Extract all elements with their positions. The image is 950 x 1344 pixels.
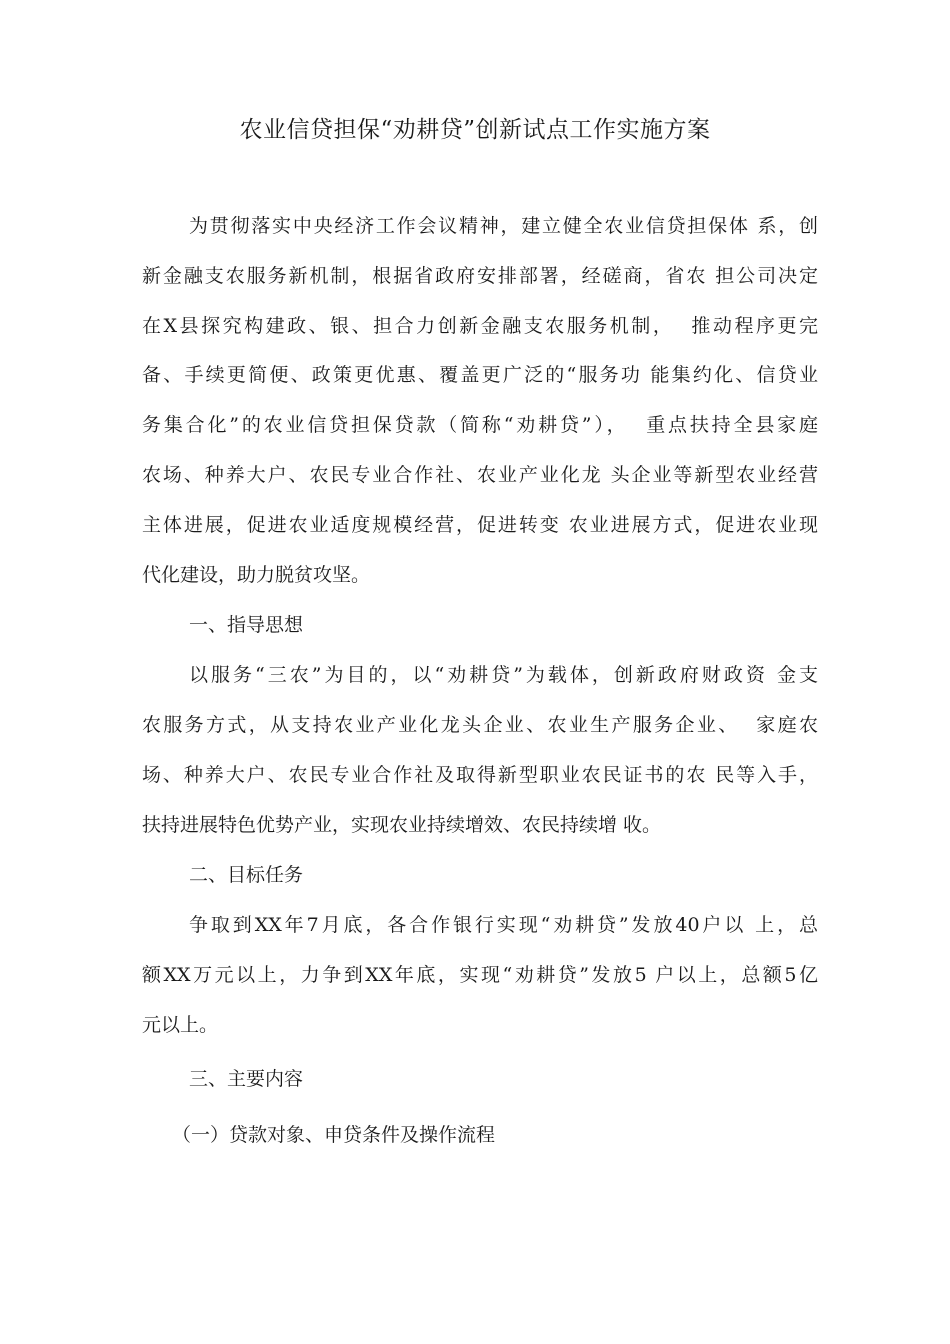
section1-line: 以服务“三农”为目的，以“劝耕贷”为载体，创新政府财政资 金支 [189, 664, 818, 686]
section-heading-guiding-thought: 一、指导思想 [189, 614, 304, 636]
intro-line: 代化建设，助力脱贫攻坚。 [142, 564, 371, 586]
section1-line: 场、种养大户、农民专业合作社及取得新型职业农民证书的农 民等入手， [142, 764, 818, 786]
section2-line: 元以上。 [142, 1014, 219, 1036]
document-title: 农业信贷担保“劝耕贷”创新试点工作实施方案 [239, 117, 711, 143]
intro-line: 在X县探究构建政、银、担合力创新金融支农服务机制， 推动程序更完 [142, 315, 818, 337]
section1-line: 扶持进展特色优势产业，实现农业持续增效、农民持续增 收。 [142, 814, 662, 836]
intro-line: 主体进展，促进农业适度规模经营，促进转变 农业进展方式，促进农业现 [142, 514, 818, 536]
intro-line: 新金融支农服务新机制，根据省政府安排部署，经磋商，省农 担公司决定 [142, 265, 818, 287]
section2-line: 争取到XX年7月底，各合作银行实现“劝耕贷”发放40户以 上，总 [189, 914, 818, 936]
intro-line: 务集合化”的农业信贷担保贷款（简称“劝耕贷”）， 重点扶持全县家庭 [142, 414, 818, 436]
section-heading-targets: 二、目标任务 [189, 864, 304, 886]
intro-line: 农场、种养大户、农民专业合作社、农业产业化龙 头企业等新型农业经营 [142, 464, 818, 486]
section2-line: 额XX万元以上，力争到XX年底，实现“劝耕贷”发放5 户以上，总额5亿 [142, 964, 818, 986]
subsection-heading-loan-objects: （一）贷款对象、申贷条件及操作流程 [172, 1124, 496, 1146]
intro-line: 为贯彻落实中央经济工作会议精神，建立健全农业信贷担保体 系，创 [189, 215, 818, 237]
section1-line: 农服务方式，从支持农业产业化龙头企业、农业生产服务企业、 家庭农 [142, 714, 818, 736]
intro-line: 备、手续更简便、政策更优惠、覆盖更广泛的“服务功 能集约化、信贷业 [142, 364, 818, 386]
section-heading-main-content: 三、主要内容 [189, 1068, 304, 1090]
